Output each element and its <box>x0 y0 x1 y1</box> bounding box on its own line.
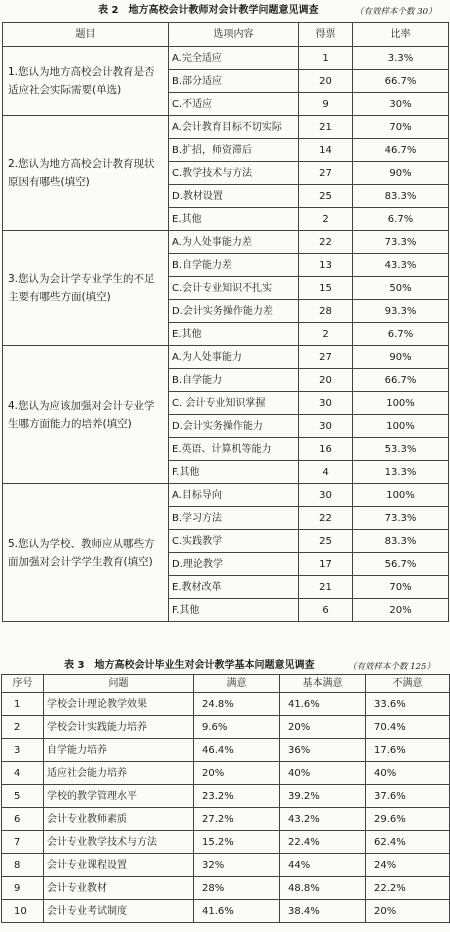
table2-header-row <box>3 23 449 47</box>
table2-rate-cell: 50% <box>353 277 449 300</box>
table3-header-question: 问题 <box>44 675 194 693</box>
table3-basic-cell: 39.2% <box>280 785 366 808</box>
table2-option-cell: F.其他 <box>169 599 299 622</box>
table2-option-cell: A.目标导向 <box>169 484 299 507</box>
table2-row <box>3 47 449 70</box>
table2-option-cell: D.会计实务操作能力 <box>169 415 299 438</box>
table2-rate-cell: 83.3% <box>353 185 449 208</box>
table2-rate-cell: 6.7% <box>353 323 449 346</box>
table2-votes-cell: 27 <box>299 162 353 185</box>
table2-option-cell: E.其他 <box>169 323 299 346</box>
table3-basic-cell: 43.2% <box>280 808 366 831</box>
table2-votes-cell: 14 <box>299 139 353 162</box>
table3-unsatisfied-cell: 37.6% <box>366 785 450 808</box>
table2-rate-cell: 13.3% <box>353 461 449 484</box>
table3-sample-note: （有效样本个数 125） <box>348 662 435 672</box>
table2-votes-cell: 21 <box>299 576 353 599</box>
table2-rate-cell: 83.3% <box>353 530 449 553</box>
table3-title: 表 3 地方高校会计毕业生对会计教学基本问题意见调查 <box>64 660 315 671</box>
table3-basic-cell: 41.6% <box>280 693 366 716</box>
table3-unsatisfied-cell: 62.4% <box>366 831 450 854</box>
table2-option-cell: D.教材设置 <box>169 185 299 208</box>
table2-question-cell: 2.您认为地方高校会计教育现状原因有哪些(填空) <box>3 116 169 231</box>
table2-option-cell: C.会计专业知识不扎实 <box>169 277 299 300</box>
table3-unsatisfied-cell: 24% <box>366 854 450 877</box>
table2-votes-cell: 28 <box>299 300 353 323</box>
table2-votes-cell: 22 <box>299 231 353 254</box>
table3-question-cell: 学校会计实践能力培养 <box>44 716 194 739</box>
table2 <box>2 22 449 622</box>
table2-votes-cell: 17 <box>299 553 353 576</box>
table3-no-cell: 2 <box>2 716 44 739</box>
table3-satisfied-cell: 46.4% <box>194 739 280 762</box>
table2-rate-cell: 56.7% <box>353 553 449 576</box>
table2-option-cell: E.教材改革 <box>169 576 299 599</box>
table3-basic-cell: 20% <box>280 716 366 739</box>
table3-question-cell: 自学能力培养 <box>44 739 194 762</box>
table2-rate-cell: 3.3% <box>353 47 449 70</box>
table3-satisfied-cell: 15.2% <box>194 831 280 854</box>
table2-header-votes: 得票 <box>299 23 353 47</box>
table2-rate-cell: 30% <box>353 93 449 116</box>
table3-no-cell: 4 <box>2 762 44 785</box>
table2-votes-cell: 16 <box>299 438 353 461</box>
table2-row <box>3 231 449 254</box>
table2-option-cell: B.扩招，师资滞后 <box>169 139 299 162</box>
table3-header-unsatisfied: 不满意 <box>366 675 450 693</box>
table3-basic-cell: 48.8% <box>280 877 366 900</box>
table3-unsatisfied-cell: 33.6% <box>366 693 450 716</box>
table2-votes-cell: 4 <box>299 461 353 484</box>
table2-option-cell: D.会计实务操作能力差 <box>169 300 299 323</box>
table2-title: 表 2 地方高校会计教师对会计教学问题意见调查 <box>98 5 319 16</box>
table2-votes-cell: 25 <box>299 530 353 553</box>
table2-option-cell: A.为人处事能力 <box>169 346 299 369</box>
table2-votes-cell: 2 <box>299 323 353 346</box>
table2-option-cell: E.其他 <box>169 208 299 231</box>
table3-question-cell: 会计专业教材 <box>44 877 194 900</box>
table2-rate-cell: 93.3% <box>353 300 449 323</box>
table3-no-cell: 6 <box>2 808 44 831</box>
table2-votes-cell: 30 <box>299 415 353 438</box>
table2-votes-cell: 20 <box>299 369 353 392</box>
table2-rate-cell: 90% <box>353 346 449 369</box>
table3-row <box>2 716 450 739</box>
table2-option-cell: E.英语、计算机等能力 <box>169 438 299 461</box>
table2-votes-cell: 21 <box>299 116 353 139</box>
table3-question-cell: 适应社会能力培养 <box>44 762 194 785</box>
table2-rate-cell: 100% <box>353 484 449 507</box>
table2-rate-cell: 70% <box>353 116 449 139</box>
table2-option-cell: B.自学能力 <box>169 369 299 392</box>
table3-unsatisfied-cell: 17.6% <box>366 739 450 762</box>
table3-no-cell: 10 <box>2 900 44 923</box>
table3-basic-cell: 36% <box>280 739 366 762</box>
table3-satisfied-cell: 20% <box>194 762 280 785</box>
table2-votes-cell: 30 <box>299 392 353 415</box>
table2-rate-cell: 46.7% <box>353 139 449 162</box>
table2-votes-cell: 27 <box>299 346 353 369</box>
table2-votes-cell: 22 <box>299 507 353 530</box>
table3-row <box>2 808 450 831</box>
table2-question-cell: 1.您认为地方高校会计教育是否适应社会实际需要(单选) <box>3 47 169 116</box>
table2-votes-cell: 1 <box>299 47 353 70</box>
table3-basic-cell: 22.4% <box>280 831 366 854</box>
table2-votes-cell: 30 <box>299 484 353 507</box>
table3-row <box>2 854 450 877</box>
table2-rate-cell: 73.3% <box>353 231 449 254</box>
table3-body <box>2 693 450 923</box>
table3-question-cell: 会计专业考试制度 <box>44 900 194 923</box>
table3-no-cell: 5 <box>2 785 44 808</box>
table3-basic-cell: 38.4% <box>280 900 366 923</box>
table2-rate-cell: 66.7% <box>353 70 449 93</box>
table2-votes-cell: 20 <box>299 70 353 93</box>
table3-unsatisfied-cell: 20% <box>366 900 450 923</box>
table2-option-cell: C. 会计专业知识掌握 <box>169 392 299 415</box>
table2-row <box>3 346 449 369</box>
table2-rate-cell: 100% <box>353 392 449 415</box>
table3-satisfied-cell: 41.6% <box>194 900 280 923</box>
table2-option-cell: F.其他 <box>169 461 299 484</box>
table2-question-cell: 3.您认为会计学专业学生的不足主要有哪些方面(填空) <box>3 231 169 346</box>
table2-header-question: 题目 <box>3 23 169 47</box>
table3-no-cell: 3 <box>2 739 44 762</box>
table2-votes-cell: 13 <box>299 254 353 277</box>
table2-option-cell: A.会计教育目标不切实际 <box>169 116 299 139</box>
table3-satisfied-cell: 23.2% <box>194 785 280 808</box>
table3-header-basic: 基本满意 <box>280 675 366 693</box>
table2-votes-cell: 6 <box>299 599 353 622</box>
table2-option-cell: B.自学能力差 <box>169 254 299 277</box>
table2-header-option: 选项内容 <box>169 23 299 47</box>
table2-question-cell: 4.您认为应该加强对会计专业学生哪方面能力的培养(填空) <box>3 346 169 484</box>
table2-rate-cell: 6.7% <box>353 208 449 231</box>
table2-votes-cell: 2 <box>299 208 353 231</box>
table2-rate-cell: 66.7% <box>353 369 449 392</box>
table3-question-cell: 会计专业教师素质 <box>44 808 194 831</box>
table2-body <box>3 47 449 622</box>
table3-row <box>2 877 450 900</box>
table2-sample-note: （有效样本个数 30） <box>355 7 437 17</box>
table3-satisfied-cell: 28% <box>194 877 280 900</box>
table2-option-cell: D.理论教学 <box>169 553 299 576</box>
table3-no-cell: 7 <box>2 831 44 854</box>
table2-rate-cell: 20% <box>353 599 449 622</box>
table3-no-cell: 8 <box>2 854 44 877</box>
table3-no-cell: 1 <box>2 693 44 716</box>
table2-rate-cell: 73.3% <box>353 507 449 530</box>
table3-basic-cell: 44% <box>280 854 366 877</box>
table3-unsatisfied-cell: 40% <box>366 762 450 785</box>
table3-question-cell: 学校会计理论教学效果 <box>44 693 194 716</box>
table3-basic-cell: 40% <box>280 762 366 785</box>
table2-option-cell: C.不适应 <box>169 93 299 116</box>
table3-question-cell: 会计专业教学技术与方法 <box>44 831 194 854</box>
table2-option-cell: B.学习方法 <box>169 507 299 530</box>
table2-votes-cell: 9 <box>299 93 353 116</box>
table2-rate-cell: 53.3% <box>353 438 449 461</box>
table3-row <box>2 785 450 808</box>
table3-header-no: 序号 <box>2 675 44 693</box>
table3-unsatisfied-cell: 29.6% <box>366 808 450 831</box>
table3-row <box>2 739 450 762</box>
table3-row <box>2 831 450 854</box>
table2-votes-cell: 15 <box>299 277 353 300</box>
table3-no-cell: 9 <box>2 877 44 900</box>
table2-rate-cell: 43.3% <box>353 254 449 277</box>
table3-satisfied-cell: 32% <box>194 854 280 877</box>
table3-unsatisfied-cell: 70.4% <box>366 716 450 739</box>
table2-option-cell: A.为人处事能力差 <box>169 231 299 254</box>
table3-satisfied-cell: 9.6% <box>194 716 280 739</box>
table2-row <box>3 116 449 139</box>
table2-header-rate: 比率 <box>353 23 449 47</box>
table3 <box>1 674 450 923</box>
table3-question-cell: 会计专业课程设置 <box>44 854 194 877</box>
table3-unsatisfied-cell: 22.2% <box>366 877 450 900</box>
table2-rate-cell: 90% <box>353 162 449 185</box>
table2-option-cell: A.完全适应 <box>169 47 299 70</box>
table2-row <box>3 484 449 507</box>
table3-row <box>2 693 450 716</box>
table2-rate-cell: 100% <box>353 415 449 438</box>
table3-header-satisfied: 满意 <box>194 675 280 693</box>
table2-rate-cell: 70% <box>353 576 449 599</box>
table3-row <box>2 762 450 785</box>
table3-header-row <box>2 675 450 693</box>
table3-row <box>2 900 450 923</box>
table3-satisfied-cell: 24.8% <box>194 693 280 716</box>
table2-option-cell: C.实践教学 <box>169 530 299 553</box>
table3-satisfied-cell: 27.2% <box>194 808 280 831</box>
table2-option-cell: B.部分适应 <box>169 70 299 93</box>
table2-question-cell: 5.您认为学校、教师应从哪些方面加强对会计学学生教育(填空) <box>3 484 169 622</box>
table2-votes-cell: 25 <box>299 185 353 208</box>
table3-question-cell: 学校的教学管理水平 <box>44 785 194 808</box>
table2-option-cell: C.教学技术与方法 <box>169 162 299 185</box>
